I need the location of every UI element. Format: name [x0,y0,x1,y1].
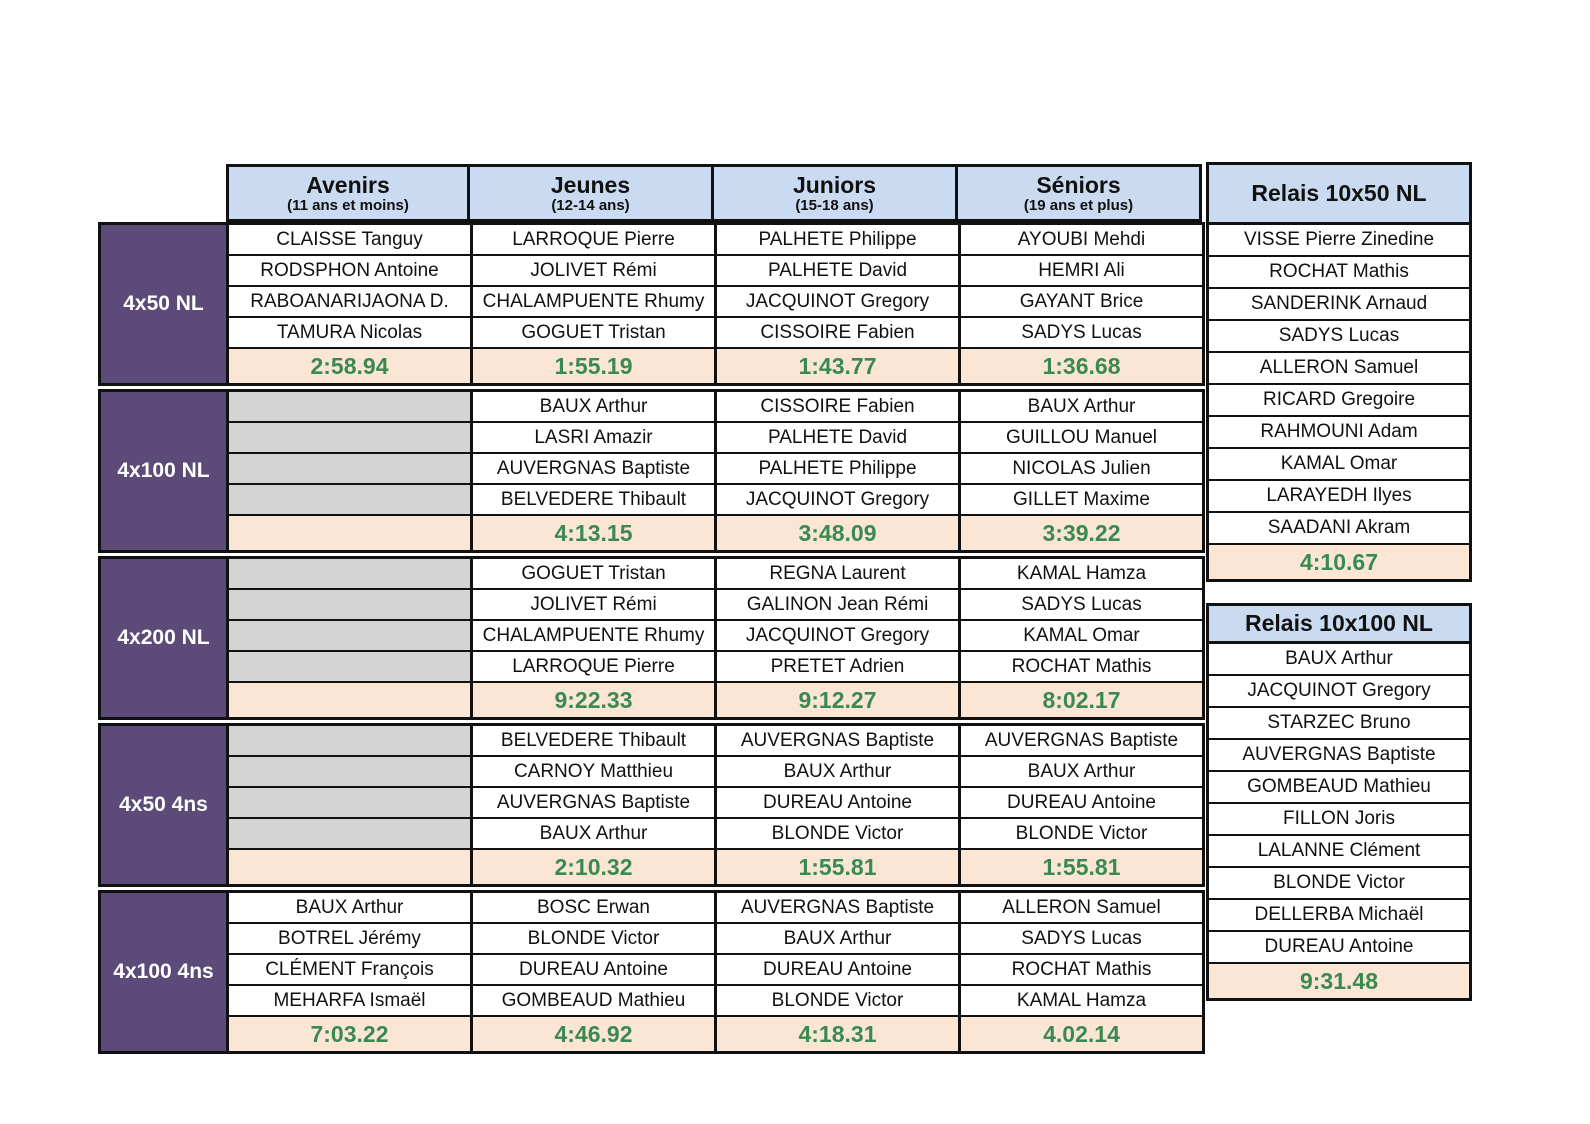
swimmer-name: SAADANI Akram [1209,513,1469,545]
swimmer-name: BELVEDERE Thibault [473,485,714,516]
swimmer-name: SADYS Lucas [961,318,1202,349]
swimmer-name: PALHETE Philippe [717,454,958,485]
swimmer-name: DUREAU Antoine [717,788,958,819]
swimmer-name: PALHETE David [717,423,958,454]
swimmer-name: AYOUBI Mehdi [961,225,1202,256]
swimmer-name: JACQUINOT Gregory [1209,676,1469,708]
empty-cell [229,454,470,485]
swimmer-name: GUILLOU Manuel [961,423,1202,454]
swimmer-name: BAUX Arthur [473,392,714,423]
swimmer-name: GOGUET Tristan [473,318,714,349]
event-label: 4x50 NL [101,225,229,383]
category-age-range: (15-18 ans) [795,197,874,214]
swimmer-name: SANDERINK Arnaud [1209,289,1469,321]
category-column [714,392,958,550]
swimmer-name: FILLON Joris [1209,804,1469,836]
swimmer-name: BLONDE Victor [717,986,958,1017]
relay-10x50-table [1206,162,1472,582]
relay-time: 4:10.67 [1209,545,1469,579]
swimmer-name: JOLIVET Rémi [473,256,714,287]
swimmer-name: LARROQUE Pierre [473,652,714,683]
relay-time [229,516,470,550]
category-column [714,726,958,884]
swimmer-name: ALLERON Samuel [961,893,1202,924]
relay-time: 9:31.48 [1209,964,1469,998]
swimmer-name: DUREAU Antoine [717,955,958,986]
empty-cell [229,757,470,788]
swimmer-name: BLONDE Victor [961,819,1202,850]
swimmer-name: DUREAU Antoine [1209,932,1469,964]
event-label: 4x50 4ns [101,726,229,884]
category-header-seniors [958,164,1202,222]
category-header-row [226,164,1205,222]
category-column [229,893,470,1051]
category-age-range: (11 ans et moins) [287,197,409,214]
category-title: Avenirs [306,172,390,198]
category-header-juniors [714,164,958,222]
category-column [958,726,1202,884]
swimmer-name: RICARD Gregoire [1209,385,1469,417]
swimmer-name: RAHMOUNI Adam [1209,417,1469,449]
empty-cell [229,788,470,819]
relay-time: 1:55.81 [717,850,958,884]
empty-cell [229,726,470,757]
swimmer-name: BAUX Arthur [717,924,958,955]
swimmer-name: RABOANARIJAONA D. [229,287,470,318]
empty-cell [229,590,470,621]
swimmer-name: DELLERBA Michaël [1209,900,1469,932]
swimmer-name: MEHARFA Ismaël [229,986,470,1017]
swimmer-name: CISSOIRE Fabien [717,318,958,349]
swimmer-name: JOLIVET Rémi [473,590,714,621]
category-column [470,893,714,1051]
swimmer-name: BELVEDERE Thibault [473,726,714,757]
swimmer-name: NICOLAS Julien [961,454,1202,485]
swimmer-name: AUVERGNAS Baptiste [473,454,714,485]
category-column [470,559,714,717]
relay-10x100-table [1206,603,1472,1001]
swimmer-name: BLONDE Victor [1209,868,1469,900]
relay-time: 1:36.68 [961,349,1202,383]
swimmer-name: AUVERGNAS Baptiste [717,893,958,924]
swimmer-name: BAUX Arthur [1209,644,1469,676]
swimmer-name: JACQUINOT Gregory [717,621,958,652]
swimmer-name: CARNOY Matthieu [473,757,714,788]
swimmer-name: BLONDE Victor [473,924,714,955]
swimmer-name: AUVERGNAS Baptiste [961,726,1202,757]
swimmer-name: BLONDE Victor [717,819,958,850]
swimmer-name: BAUX Arthur [717,757,958,788]
swimmer-name: TAMURA Nicolas [229,318,470,349]
swimmer-name: CHALAMPUENTE Rhumy [473,287,714,318]
swimmer-name: BAUX Arthur [961,392,1202,423]
category-age-range: (12-14 ans) [551,197,630,214]
event-block [98,890,1205,1054]
swimmer-name: KAMAL Omar [1209,449,1469,481]
swimmer-name: LARROQUE Pierre [473,225,714,256]
swimmer-name: ROCHAT Mathis [1209,257,1469,289]
relay-time: 1:55.19 [473,349,714,383]
swimmer-name: PRETET Adrien [717,652,958,683]
empty-cell [229,819,470,850]
relay-time: 2:58.94 [229,349,470,383]
category-title: Jeunes [550,172,631,198]
swimmer-name: DUREAU Antoine [473,955,714,986]
swimmer-name: REGNA Laurent [717,559,958,590]
swimmer-name: GILLET Maxime [961,485,1202,516]
event-label: 4x200 NL [101,559,229,717]
relay-time: 3:48.09 [717,516,958,550]
swimmer-name: GAYANT Brice [961,287,1202,318]
swimmer-name: SADYS Lucas [961,924,1202,955]
category-column [470,726,714,884]
empty-cell [229,652,470,683]
event-block [98,222,1205,386]
swimmer-name: LALANNE Clément [1209,836,1469,868]
swimmer-name: ROCHAT Mathis [961,652,1202,683]
relay-10x50-title: Relais 10x50 NL [1209,165,1469,225]
relay-time: 9:12.27 [717,683,958,717]
swimmer-name: CLÉMENT François [229,955,470,986]
empty-cell [229,392,470,423]
swimmer-name: KAMAL Omar [961,621,1202,652]
relay-results-table [98,164,1205,1054]
swimmer-name: RODSPHON Antoine [229,256,470,287]
swimmer-name: VISSE Pierre Zinedine [1209,225,1469,257]
relay-time: 4:13.15 [473,516,714,550]
category-column [714,559,958,717]
category-column [958,559,1202,717]
category-column [229,225,470,383]
category-title: Juniors [792,172,877,198]
swimmer-name: AUVERGNAS Baptiste [473,788,714,819]
category-column [229,392,470,550]
event-label: 4x100 4ns [101,893,229,1051]
swimmer-name: BAUX Arthur [229,893,470,924]
empty-cell [229,621,470,652]
empty-cell [229,485,470,516]
relay-time: 1:43.77 [717,349,958,383]
relay-time: 2:10.32 [473,850,714,884]
category-title: Séniors [1036,172,1121,198]
swimmer-name: DUREAU Antoine [961,788,1202,819]
swimmer-name: JACQUINOT Gregory [717,287,958,318]
swimmer-name: KAMAL Hamza [961,986,1202,1017]
swimmer-name: GOMBEAUD Mathieu [473,986,714,1017]
swimmer-name: SADYS Lucas [1209,321,1469,353]
relay-time: 3:39.22 [961,516,1202,550]
category-column [958,893,1202,1051]
relay-time [229,850,470,884]
category-column [470,392,714,550]
swimmer-name: KAMAL Hamza [961,559,1202,590]
swimmer-name: ROCHAT Mathis [961,955,1202,986]
event-label: 4x100 NL [101,392,229,550]
relay-time: 9:22.33 [473,683,714,717]
swimmer-name: PALHETE Philippe [717,225,958,256]
swimmer-name: ALLERON Samuel [1209,353,1469,385]
category-age-range: (19 ans et plus) [1023,197,1134,214]
swimmer-name: BOTREL Jérémy [229,924,470,955]
swimmer-name: JACQUINOT Gregory [717,485,958,516]
relay-time: 4:18.31 [717,1017,958,1051]
category-column [958,392,1202,550]
swimmer-name: CISSOIRE Fabien [717,392,958,423]
event-block [98,389,1205,553]
swimmer-name: HEMRI Ali [961,256,1202,287]
empty-cell [229,423,470,454]
swimmer-name: LASRI Amazir [473,423,714,454]
category-column [958,225,1202,383]
event-block [98,723,1205,887]
relay-time [229,683,470,717]
swimmer-name: GOMBEAUD Mathieu [1209,772,1469,804]
swimmer-name: SADYS Lucas [961,590,1202,621]
empty-cell [229,559,470,590]
category-column [714,225,958,383]
relay-time: 4.02.14 [961,1017,1202,1051]
relay-time: 8:02.17 [961,683,1202,717]
swimmer-name: AUVERGNAS Baptiste [717,726,958,757]
swimmer-name: CHALAMPUENTE Rhumy [473,621,714,652]
swimmer-name: LARAYEDH Ilyes [1209,481,1469,513]
swimmer-name: BAUX Arthur [473,819,714,850]
relay-time: 7:03.22 [229,1017,470,1051]
category-column [470,225,714,383]
event-block [98,556,1205,720]
category-column [229,726,470,884]
swimmer-name: BAUX Arthur [961,757,1202,788]
category-header-avenirs [226,164,470,222]
swimmer-name: PALHETE David [717,256,958,287]
category-column [229,559,470,717]
relay-time: 4:46.92 [473,1017,714,1051]
swimmer-name: BOSC Erwan [473,893,714,924]
swimmer-name: AUVERGNAS Baptiste [1209,740,1469,772]
category-column [714,893,958,1051]
relay-10x100-title: Relais 10x100 NL [1209,606,1469,644]
swimmer-name: CLAISSE Tanguy [229,225,470,256]
relay-time: 1:55.81 [961,850,1202,884]
swimmer-name: GOGUET Tristan [473,559,714,590]
swimmer-name: GALINON Jean Rémi [717,590,958,621]
category-header-jeunes [470,164,714,222]
swimmer-name: STARZEC Bruno [1209,708,1469,740]
